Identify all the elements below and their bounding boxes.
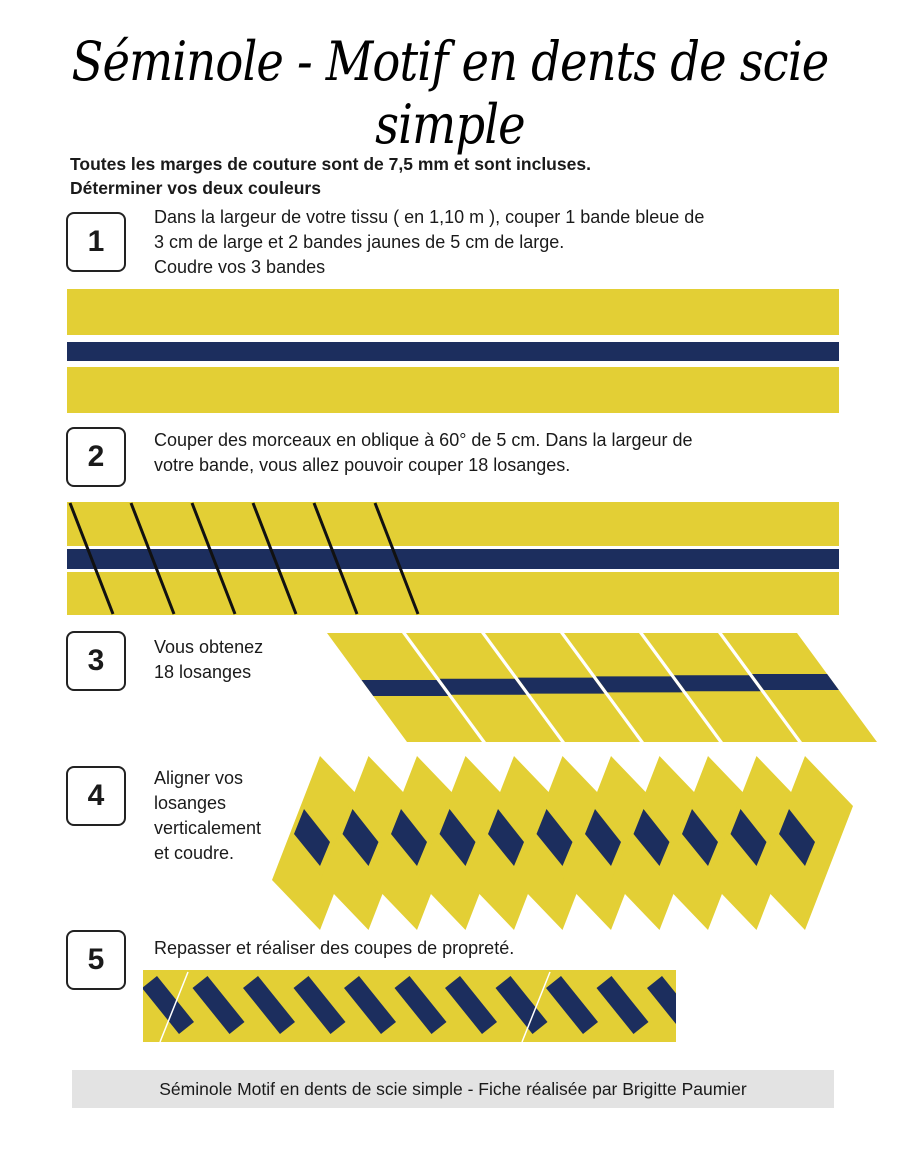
step-1-line-2: 3 cm de large et 2 bandes jaunes de 5 cm de large. <box>154 232 565 252</box>
yellow-strip-bottom <box>67 367 839 413</box>
page-title: Séminole - Motif en dents de scie simple <box>71 30 829 156</box>
step-5-line-1: Repasser et réaliser des coupes de propreté. <box>154 938 515 958</box>
step-4-line-2: losanges <box>154 793 227 813</box>
step-3-line-1: Vous obtenez <box>154 637 264 657</box>
step-4-aligned <box>272 756 853 930</box>
band-blue-stripe <box>67 549 839 569</box>
step-5-finished-strip <box>142 970 699 1042</box>
step-3-number: 3 <box>66 631 126 691</box>
losange-blue-band <box>440 679 527 695</box>
band-white-seam-top <box>67 546 839 549</box>
step-1-number: 1 <box>66 212 126 272</box>
footer: Séminole Motif en dents de scie simple - Fiche réalisée par Brigitte Paumier <box>72 1070 834 1108</box>
intro-line-2: Déterminer vos deux couleurs <box>70 178 321 198</box>
step-4-line-3: verticalement <box>154 818 262 838</box>
intro-line-1: Toutes les marges de couture sont de 7,5 mm et sont incluses. <box>70 154 591 174</box>
step-1-strips <box>67 289 839 413</box>
step-4-line-1: Aligner vos <box>154 768 244 788</box>
step-2-band <box>67 502 839 615</box>
step-4-line-4: et coudre. <box>154 843 235 863</box>
step-1-line-3: Coudre vos 3 bandes <box>154 257 326 277</box>
losange-blue-band <box>674 675 761 691</box>
step-3-line-2: 18 losanges <box>154 662 252 682</box>
losange-blue-band <box>518 678 605 694</box>
step-3-losanges <box>327 633 877 742</box>
step-2-line-2: votre bande, vous allez pouvoir couper 18 losanges. <box>154 455 571 475</box>
step-5-number: 5 <box>66 930 126 990</box>
step-4-number: 4 <box>66 766 126 826</box>
losange-blue-band <box>752 674 839 690</box>
step-2-line-1: Couper des morceaux en oblique à 60° de 5 cm. Dans la largeur de <box>154 430 693 450</box>
losange-blue-band <box>361 680 448 696</box>
step-1-line-1: Dans la largeur de votre tissu ( en 1,10 m ), couper 1 bande bleue de <box>154 207 705 227</box>
blue-strip <box>67 342 839 361</box>
band-white-seam-bottom <box>67 569 839 572</box>
losange-blue-band <box>596 676 683 692</box>
step-2-number: 2 <box>66 427 126 487</box>
yellow-strip-top <box>67 289 839 335</box>
